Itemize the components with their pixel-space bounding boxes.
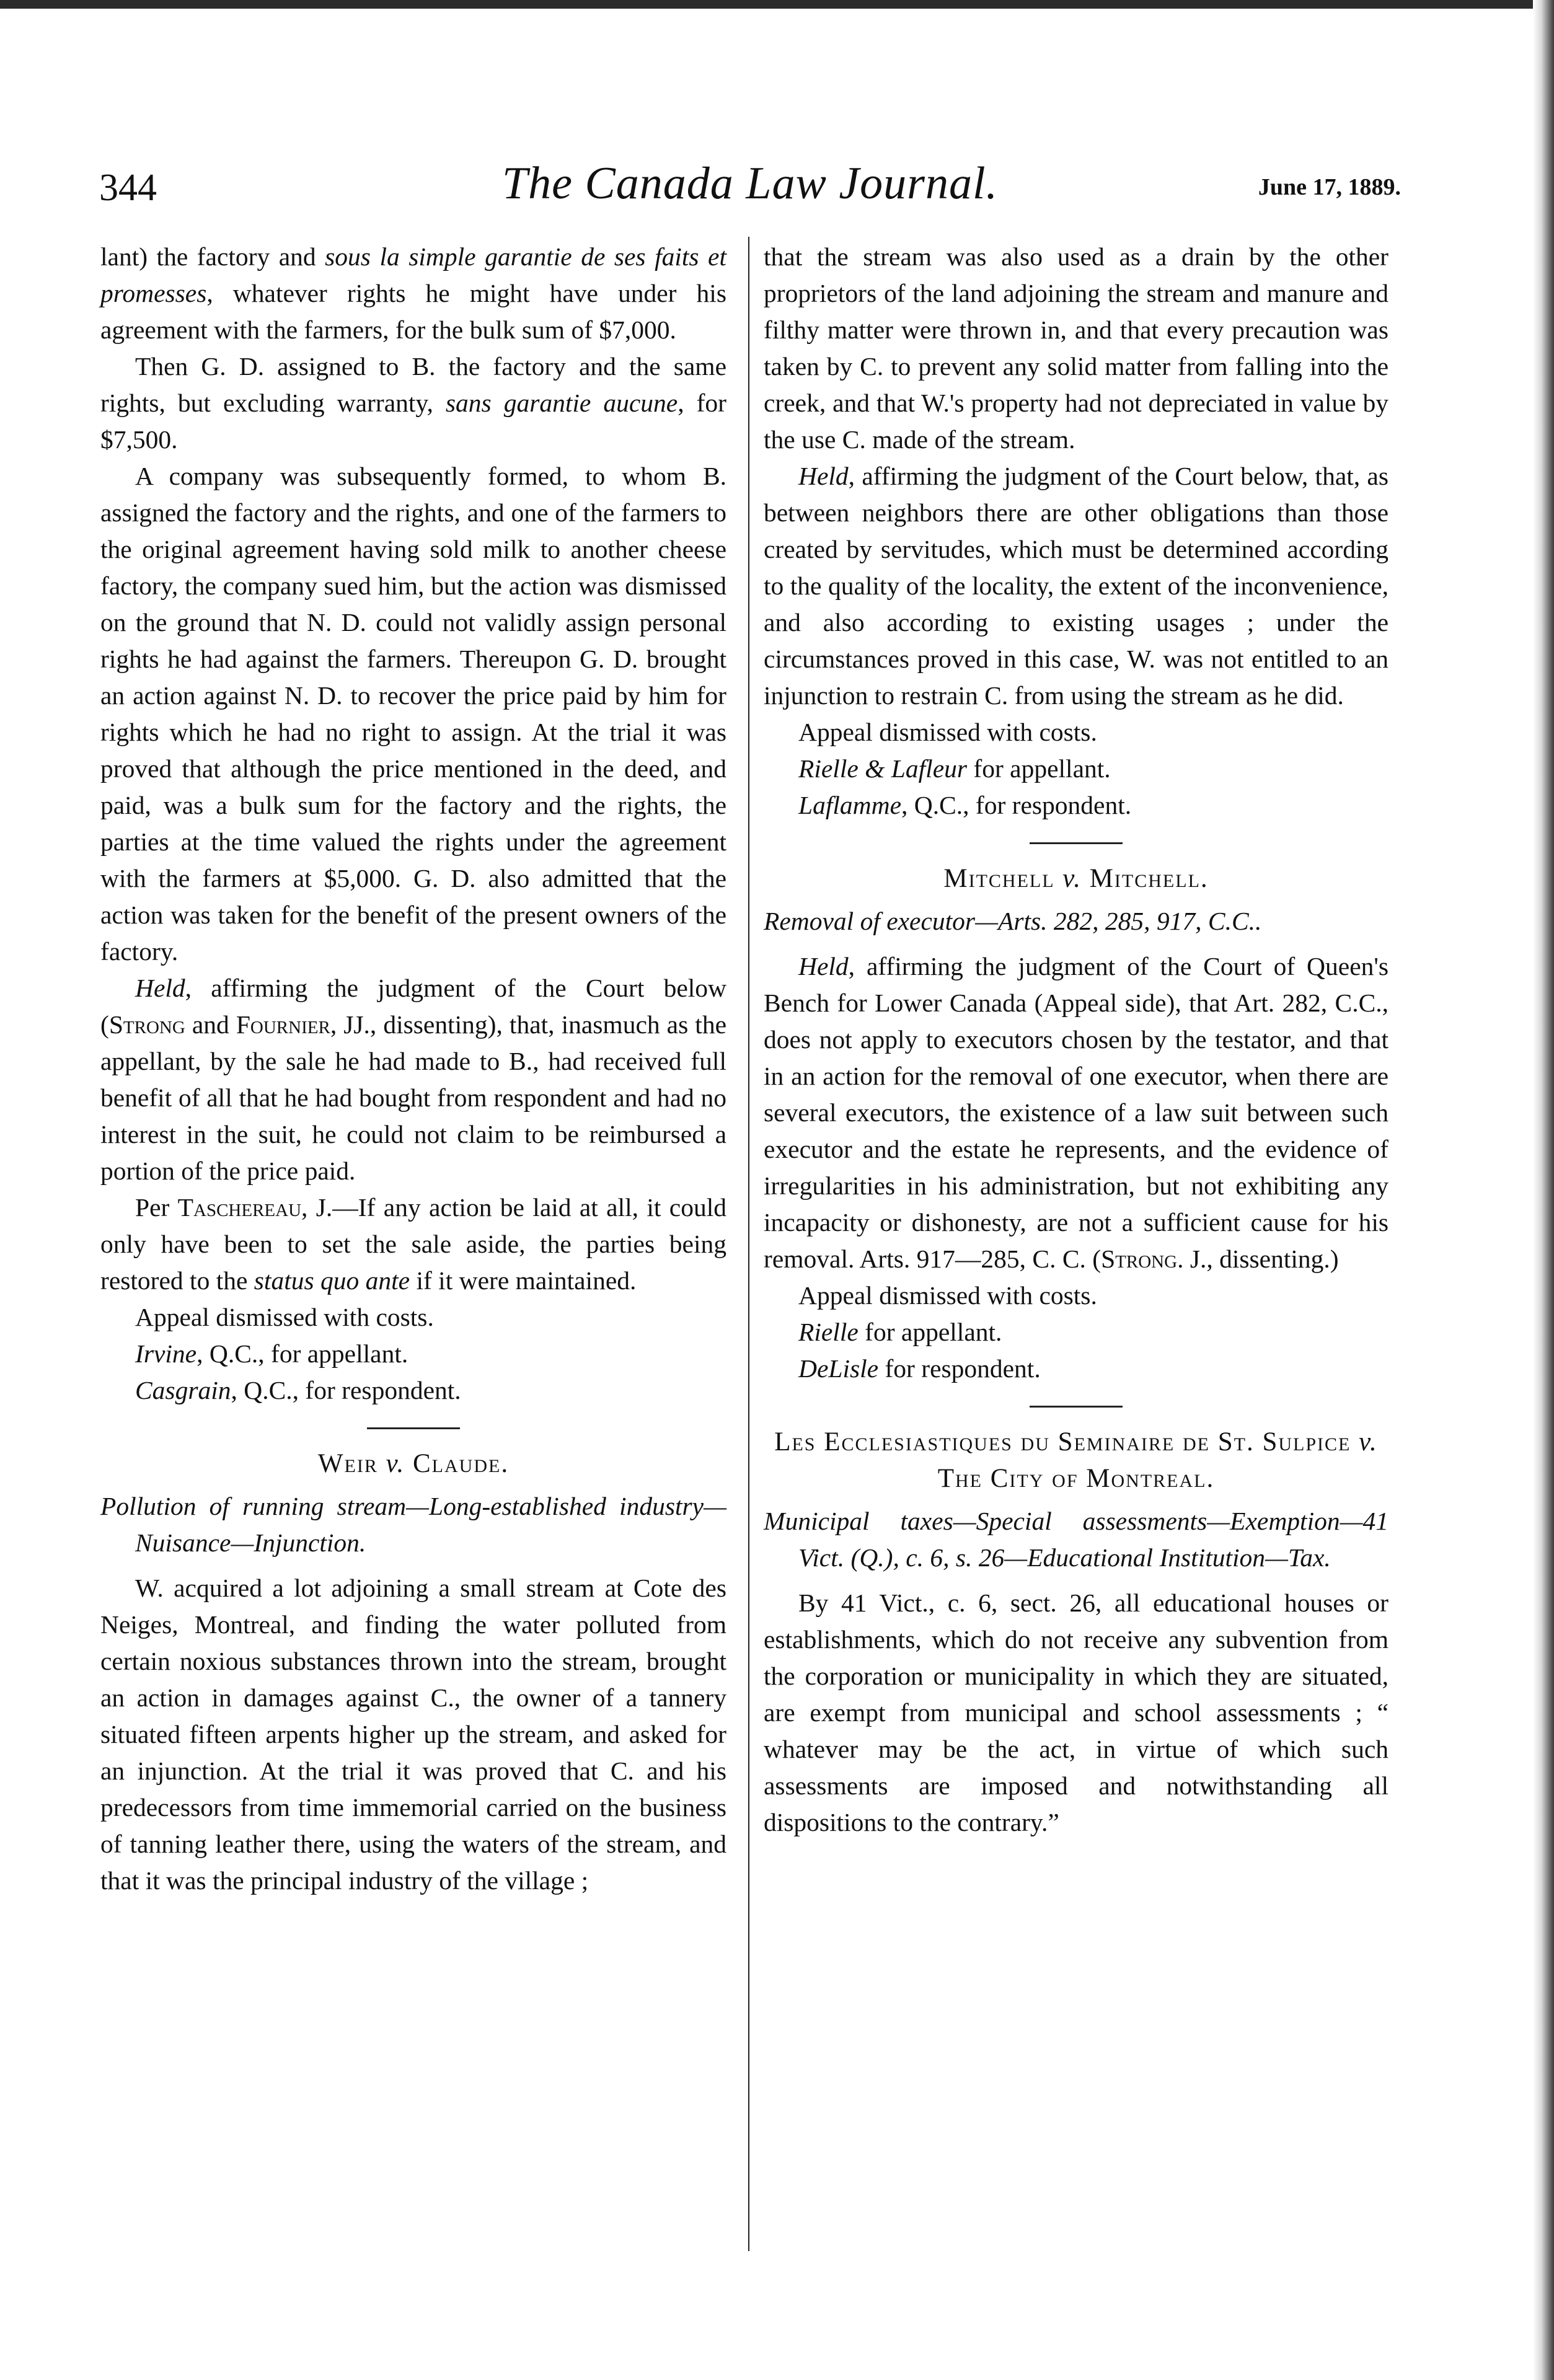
scan-right-edge (1533, 0, 1554, 2380)
issue-date: June 17, 1889. (1258, 174, 1401, 200)
case-catchwords: Municipal taxes—Special assessments—Exemption—41 Vict. (Q.), c. 6, s. 26—Educational Institution—Tax. (764, 1507, 1388, 1572)
column-divider (748, 237, 749, 2251)
case-catchwords: Pollution of running stream—Long-established industry—Nuisance—Injunction. (100, 1492, 726, 1557)
disposition: Appeal dismissed with costs. (798, 718, 1097, 746)
case-title: Les Ecclesiastiques du Seminaire de St. Sulpice v. The City of Montreal. (774, 1427, 1378, 1493)
left-column (100, 239, 726, 1899)
paragraph: W. acquired a lot adjoining a small stream at Cote des Neiges, Montreal, and finding the water polluted from certain noxious substances thrown into the stream, brought an action in damages against C., the owner of a tannery situated fifteen arpents higher up the stream, and asked for an injunction. At the trial it was proved that C. and his predecessors from time immemorial carried on the business of tanning leather there, using the waters of the stream, and that it was the principal industry of the village ; (100, 1574, 726, 1895)
counsel-respondent: DeLisle for respondent. (798, 1354, 1041, 1383)
case-title: Weir v. Claude. (317, 1449, 510, 1478)
disposition: Appeal dismissed with costs. (798, 1281, 1097, 1310)
paragraph: Held, affirming the judgment of the Court below (Strong and Fournier, JJ., dissenting), that, inasmuch as the appellant, by the sale he had made to B., had received full benefit of all that he had bought from respondent and had no interest in the suit, he could not claim to be reimbursed a portion of the price paid. (100, 974, 727, 1185)
paragraph: Then G. D. assigned to B. the factory and the same rights, but excluding warranty, sans garantie aucune, for $7,500. (100, 352, 726, 454)
right-column (764, 239, 1388, 1841)
counsel-appellant: Irvine, Q.C., for appellant. (135, 1339, 408, 1368)
page-header (99, 155, 1401, 211)
paragraph: Held, affirming the judgment of the Court of Queen's Bench for Lower Canada (Appeal side), that Art. 282, C.C., does not apply to executors chosen by the testator, and that in an action for the removal of one executor, when there are several executors, the existence of a law suit between such executor and the estate he represents, and the evidence of irregularities in his administration, but not exhibiting any incapacity or dishonesty, are not a sufficient cause for his removal. Arts. 917—285, C. C. (Strong. J., dissenting.) (764, 952, 1388, 1273)
counsel-respondent: Casgrain, Q.C., for respondent. (135, 1376, 461, 1404)
case-catchwords: Removal of executor—Arts. 282, 285, 917, C.C.. (764, 907, 1262, 935)
paragraph: Per Taschereau, J.—If any action be laid at all, it could only have been to set the sale aside, the parties being restored to the status quo ante if it were maintained. (100, 1193, 726, 1295)
paragraph: Held, affirming the judgment of the Court below, that, as between neighbors there are other obligations than those created by servitudes, which must be determined according to the quality of the locality, the extent of the inconvenience, and also according to existing usages ; under the circumstances proved in this case, W. was not entitled to an injunction to restrain C. from using the stream as he did. (764, 462, 1388, 710)
counsel-respondent: Laflamme, Q.C., for respondent. (798, 791, 1132, 819)
section-rule (1030, 1406, 1123, 1408)
journal-title: The Canada Law Journal. (501, 158, 999, 209)
counsel-appellant: Rielle for appellant. (798, 1318, 1002, 1346)
disposition: Appeal dismissed with costs. (135, 1303, 434, 1331)
paragraph: A company was subsequently formed, to whom B. assigned the factory and the rights, and one of the farmers to the original agreement having sold milk to another cheese factory, the company sued him, but the action was dismissed on the ground that N. D. could not validly assign personal rights he had against the farmers. Thereupon G. D. brought an action against N. D. to recover the price paid by him for rights which he had no right to assign. At the trial it was proved that although the price mentioned in the deed, and paid, was a bulk sum for the factory and the rights, the parties at the time valued the rights under the agreement with the farmers at $5,000. G. D. also admitted that the action was taken for the benefit of the present owners of the factory. (100, 462, 726, 966)
page-number: 344 (99, 167, 157, 209)
counsel-appellant: Rielle & Lafleur for appellant. (798, 754, 1111, 783)
section-rule (367, 1427, 460, 1429)
section-rule (1030, 842, 1123, 844)
paragraph: lant) the factory and sous la simple garantie de ses faits et promesses, whatever rights he might have under his agreement with the farmers, for the bulk sum of $7,000. (100, 242, 726, 344)
scan-top-edge (0, 0, 1554, 9)
case-title: Mitchell v. Mitchell. (943, 864, 1209, 893)
paragraph: that the stream was also used as a drain by the other proprietors of the land adjoining the stream and manure and filthy matter were thrown in, and that every precaution was taken by C. to prevent any solid matter from falling into the creek, and that W.'s property had not depreciated in value by the use C. made of the stream. (764, 242, 1388, 454)
paragraph: By 41 Vict., c. 6, sect. 26, all educational houses or establishments, which do not receive any subvention from the corporation or municipality in which they are situated, are exempt from municipal and school assessments ; “ whatever may be the act, in virtue of which such assessments are imposed and notwithstanding all dispositions to the contrary.” (764, 1589, 1388, 1836)
